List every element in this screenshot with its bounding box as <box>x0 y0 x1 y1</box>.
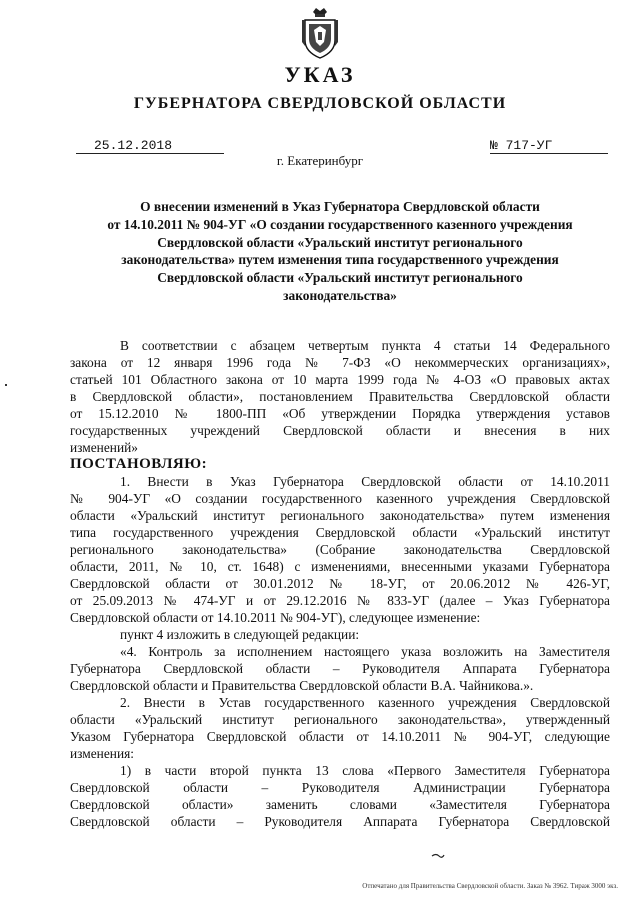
print-footer: Отпечатано для Правительства Свердловской области. Заказ № 3962. Тираж 3000 экз. <box>362 882 618 890</box>
body-line: области «Уральский институт регионального законодательства» путем изменения <box>70 508 610 523</box>
body-line: статьей 101 Областного закона от 10 марта 1999 года № 4-ОЗ «О правовых актах <box>70 372 610 387</box>
resolve-heading: ПОСТАНОВЛЯЮ: <box>70 456 208 472</box>
body-line: 1) в части второй пункта 13 слова «Первого Заместителя Губернатора <box>120 763 610 778</box>
body-line: от 25.09.2013 № 474-УГ и от 29.12.2016 № 833-УГ (далее – Указ Губернатора <box>70 593 610 608</box>
body-line: Свердловской области – Руководителя Аппарата Губернатора Свердловской <box>70 814 610 829</box>
subject-line: законодательства» путем изменения типа государственного учреждения <box>121 252 559 268</box>
body-line: Указом Губернатора Свердловской области от 14.10.2011 № 904-УГ, следующие <box>70 729 610 744</box>
decree-city: г. Екатеринбург <box>276 153 364 168</box>
subject-line: Свердловской области «Уральский институт регионального <box>157 234 523 250</box>
body-line: регионального законодательства» (Собрание законодательства Свердловской <box>70 542 610 557</box>
scan-dot <box>5 384 7 386</box>
pen-mark <box>430 852 446 860</box>
body-line: пункт 4 изложить в следующей редакции: <box>120 627 360 642</box>
subject-line: от 14.10.2011 № 904-УГ «О создании государственного казенного учреждения <box>107 216 573 232</box>
body-line: от 15.12.2010 № 1800-ПП «Об утверждении Порядка утверждения уставов <box>70 406 610 421</box>
body-line: Свердловской области от 14.10.2011 № 904-УГ), следующее изменение: <box>70 610 481 625</box>
body-line: Губернатора Свердловской области – Руководителя Аппарата Губернатора <box>70 661 610 676</box>
body-line: области, 2011, № 10, ст. 1648) с изменениями, внесенными указами Губернатора <box>70 559 610 574</box>
body-line: № 904-УГ «О создании государственного казенного учреждения Свердловской <box>70 491 610 506</box>
decree-number: № 717-УГ <box>490 138 608 154</box>
decree-date: 25.12.2018 <box>76 138 224 154</box>
subject-line: законодательства» <box>283 287 397 303</box>
decree-title: УКАЗ <box>284 62 356 87</box>
decree-subtitle: ГУБЕРНАТОРА СВЕРДЛОВСКОЙ ОБЛАСТИ <box>133 95 507 112</box>
body-line: «4. Контроль за исполнением настоящего указа возложить на Заместителя <box>120 644 610 659</box>
body-line: закона от 12 января 1996 года № 7-ФЗ «О некоммерческих организациях», <box>70 355 610 370</box>
body-line: изменений» <box>70 440 138 455</box>
body-line: типа государственного учреждения Свердловской области «Уральский институт <box>70 525 610 540</box>
decree-subject <box>70 198 610 305</box>
coat-of-arms-icon <box>301 6 339 60</box>
body-line: области «Уральский институт регионального законодательства», утвержденный <box>70 712 610 727</box>
body-line: Свердловской области от 30.01.2012 № 18-УГ, от 20.06.2012 № 426-УГ, <box>70 576 610 591</box>
body-line: Свердловской области» заменить словами «Заместителя Губернатора <box>70 797 610 812</box>
body-line: в Свердловской области», постановлением Правительства Свердловской области <box>70 389 610 404</box>
body-line: изменения: <box>70 746 135 761</box>
subject-line: Свердловской области «Уральский институт регионального <box>157 270 523 286</box>
body-line: В соответствии с абзацем четвертым пункта 4 статьи 14 Федерального <box>120 338 610 353</box>
body-line: Свердловской области и Правительства Свердловской области В.А. Чайникова.». <box>70 678 534 693</box>
body-line: 2. Внести в Устав государственного казенного учреждения Свердловской <box>120 695 610 710</box>
body-line: государственных учреждений Свердловской области и внесения в них <box>70 423 610 438</box>
subject-line: О внесении изменений в Указ Губернатора Свердловской области <box>140 199 540 214</box>
body-line: 1. Внести в Указ Губернатора Свердловской области от 14.10.2011 <box>120 474 610 489</box>
body-line: Свердловской области – Руководителя Администрации Губернатора <box>70 780 610 795</box>
